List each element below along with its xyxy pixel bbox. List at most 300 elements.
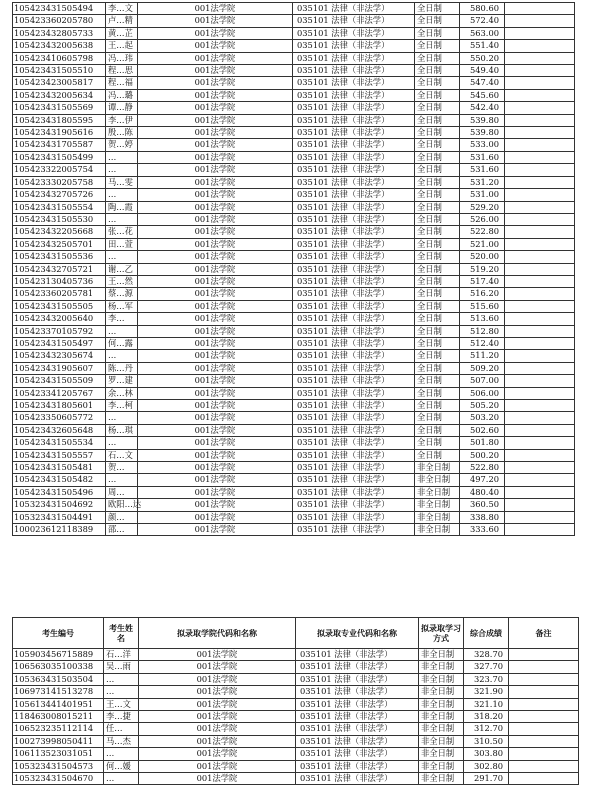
cell-study-mode: 全日制 — [415, 263, 460, 275]
cell-school: 001法学院 — [138, 139, 293, 151]
cell-student-name: 罗…建 — [106, 375, 138, 387]
cell-major: 035101 法律（非法学） — [296, 673, 419, 685]
cell-student-name: 王…文 — [104, 698, 139, 710]
cell-remarks — [505, 201, 575, 213]
cell-student-id: 105903456715889 — [13, 649, 104, 661]
cell-student-name: … — [106, 325, 138, 337]
cell-study-mode: 全日制 — [415, 3, 460, 15]
header-remarks: 备注 — [509, 618, 579, 649]
table-row — [13, 313, 575, 325]
cell-student-id: 105423431505497 — [13, 337, 106, 349]
cell-student-id: 105323431504491 — [13, 511, 106, 523]
cell-score: 502.60 — [460, 424, 505, 436]
cell-study-mode: 非全日制 — [419, 748, 464, 760]
cell-remarks — [505, 275, 575, 287]
cell-score: 497.20 — [460, 474, 505, 486]
cell-remarks — [505, 77, 575, 89]
cell-student-name: 陈…丹 — [106, 362, 138, 374]
cell-student-id: 105423431505536 — [13, 251, 106, 263]
cell-major: 035101 法律（非法学） — [293, 3, 415, 15]
cell-student-name: 何…露 — [106, 337, 138, 349]
cell-remarks — [505, 164, 575, 176]
cell-student-id: 105423431505534 — [13, 437, 106, 449]
cell-school: 001法学院 — [139, 748, 296, 760]
cell-major: 035101 法律（非法学） — [293, 449, 415, 461]
table-row — [13, 189, 575, 201]
cell-school: 001法学院 — [138, 449, 293, 461]
cell-student-id: 105423431805595 — [13, 114, 106, 126]
cell-school: 001法学院 — [138, 337, 293, 349]
cell-study-mode: 全日制 — [415, 362, 460, 374]
cell-remarks — [505, 362, 575, 374]
cell-school: 001法学院 — [138, 213, 293, 225]
cell-remarks — [505, 65, 575, 77]
cell-school: 001法学院 — [138, 27, 293, 39]
cell-school: 001法学院 — [139, 735, 296, 747]
table-row — [13, 686, 579, 698]
cell-student-id: 105423330205758 — [13, 176, 106, 188]
table-row — [13, 437, 575, 449]
cell-student-name: 马…杰 — [104, 735, 139, 747]
cell-remarks — [505, 412, 575, 424]
cell-school: 001法学院 — [138, 251, 293, 263]
cell-remarks — [505, 27, 575, 39]
cell-student-id: 100273998050411 — [13, 735, 104, 747]
cell-score: 512.40 — [460, 337, 505, 349]
cell-student-id: 106563035100338 — [13, 661, 104, 673]
cell-major: 035101 法律（非法学） — [293, 52, 415, 64]
header-score: 综合成绩 — [464, 618, 509, 649]
cell-student-name: 何…媛 — [104, 760, 139, 772]
cell-score: 515.60 — [460, 300, 505, 312]
cell-major: 035101 法律（非法学） — [293, 499, 415, 511]
cell-major: 035101 法律（非法学） — [293, 337, 415, 349]
cell-school: 001法学院 — [138, 263, 293, 275]
cell-remarks — [509, 649, 579, 661]
table-row — [13, 499, 575, 511]
table-row — [13, 449, 575, 461]
cell-student-id: 105423341205767 — [13, 387, 106, 399]
cell-student-id: 105423431505509 — [13, 375, 106, 387]
cell-study-mode: 全日制 — [415, 102, 460, 114]
cell-remarks — [509, 698, 579, 710]
cell-student-id: 105423431505557 — [13, 449, 106, 461]
table-row — [13, 524, 575, 536]
cell-score: 521.00 — [460, 238, 505, 250]
cell-school: 001法学院 — [138, 201, 293, 213]
cell-score: 303.80 — [464, 748, 509, 760]
cell-school: 001法学院 — [138, 462, 293, 474]
cell-score: 520.00 — [460, 251, 505, 263]
cell-school: 001法学院 — [138, 499, 293, 511]
cell-student-id: 105423432305674 — [13, 350, 106, 362]
cell-remarks — [505, 400, 575, 412]
cell-student-name: … — [104, 748, 139, 760]
cell-student-name: 李…柯 — [106, 400, 138, 412]
cell-remarks — [505, 263, 575, 275]
cell-major: 035101 法律（非法学） — [293, 102, 415, 114]
cell-student-name: 李… — [106, 313, 138, 325]
cell-study-mode: 全日制 — [415, 288, 460, 300]
cell-score: 513.60 — [460, 313, 505, 325]
cell-study-mode: 非全日制 — [419, 649, 464, 661]
cell-study-mode: 非全日制 — [419, 686, 464, 698]
cell-study-mode: 全日制 — [415, 437, 460, 449]
cell-major: 035101 法律（非法学） — [293, 325, 415, 337]
cell-student-name: 田…萱 — [106, 238, 138, 250]
cell-major: 035101 法律（非法学） — [293, 300, 415, 312]
cell-school: 001法学院 — [138, 350, 293, 362]
cell-student-id: 106523235112114 — [13, 723, 104, 735]
table-row — [13, 649, 579, 661]
cell-score: 572.40 — [460, 15, 505, 27]
cell-remarks — [505, 387, 575, 399]
table-row — [13, 375, 575, 387]
cell-remarks — [505, 350, 575, 362]
cell-remarks — [509, 711, 579, 723]
cell-school: 001法学院 — [138, 511, 293, 523]
table-row — [13, 52, 575, 64]
cell-student-id: 105423432005638 — [13, 40, 106, 52]
cell-student-name: 余…林 — [106, 387, 138, 399]
cell-student-id: 105323431504692 — [13, 499, 106, 511]
cell-remarks — [509, 760, 579, 772]
cell-remarks — [505, 288, 575, 300]
cell-school: 001法学院 — [138, 375, 293, 387]
cell-major: 035101 法律（非法学） — [296, 773, 419, 785]
cell-school: 001法学院 — [138, 65, 293, 77]
cell-major: 035101 法律（非法学） — [296, 649, 419, 661]
cell-major: 035101 法律（非法学） — [293, 40, 415, 52]
cell-major: 035101 法律（非法学） — [293, 275, 415, 287]
cell-remarks — [505, 89, 575, 101]
table-row — [13, 412, 575, 424]
table-row — [13, 474, 575, 486]
table-row — [13, 462, 575, 474]
cell-major: 035101 法律（非法学） — [293, 437, 415, 449]
table-row — [13, 27, 575, 39]
cell-score: 318.20 — [464, 711, 509, 723]
cell-student-name: 周… — [106, 486, 138, 498]
header-student-name: 考生姓名 — [104, 618, 139, 649]
cell-student-name: … — [106, 350, 138, 362]
cell-study-mode: 全日制 — [415, 89, 460, 101]
cell-score: 338.80 — [460, 511, 505, 523]
cell-study-mode: 非全日制 — [415, 486, 460, 498]
cell-major: 035101 法律（非法学） — [293, 387, 415, 399]
cell-remarks — [505, 251, 575, 263]
cell-score: 512.80 — [460, 325, 505, 337]
cell-study-mode: 全日制 — [415, 65, 460, 77]
cell-student-id: 105423130405736 — [13, 275, 106, 287]
cell-remarks — [505, 176, 575, 188]
table-row — [13, 251, 575, 263]
cell-remarks — [505, 127, 575, 139]
cell-student-name: 贺… — [106, 462, 138, 474]
cell-student-id: 100023612118389 — [13, 524, 106, 536]
cell-student-name: … — [106, 412, 138, 424]
cell-remarks — [505, 40, 575, 52]
cell-major: 035101 法律（非法学） — [293, 15, 415, 27]
cell-student-name: 程…思 — [106, 65, 138, 77]
table-row — [13, 151, 575, 163]
cell-student-id: 106113523031051 — [13, 748, 104, 760]
cell-school: 001法学院 — [138, 3, 293, 15]
cell-school: 001法学院 — [139, 760, 296, 772]
cell-student-id: 118463008015211 — [13, 711, 104, 723]
cell-study-mode: 全日制 — [415, 151, 460, 163]
cell-major: 035101 法律（非法学） — [296, 748, 419, 760]
cell-student-name: … — [106, 251, 138, 263]
cell-major: 035101 法律（非法学） — [296, 711, 419, 723]
cell-score: 531.60 — [460, 151, 505, 163]
cell-student-name: … — [106, 213, 138, 225]
cell-remarks — [505, 139, 575, 151]
cell-study-mode: 全日制 — [415, 313, 460, 325]
cell-major: 035101 法律（非法学） — [293, 89, 415, 101]
cell-major: 035101 法律（非法学） — [293, 201, 415, 213]
cell-remarks — [505, 325, 575, 337]
cell-student-name: 李…捷 — [104, 711, 139, 723]
cell-student-name: 殷…陈 — [106, 127, 138, 139]
table-row — [13, 127, 575, 139]
cell-score: 312.70 — [464, 723, 509, 735]
cell-major: 035101 法律（非法学） — [293, 313, 415, 325]
cell-major: 035101 法律（非法学） — [293, 251, 415, 263]
cell-remarks — [505, 524, 575, 536]
cell-major: 035101 法律（非法学） — [293, 462, 415, 474]
cell-student-id: 105323431504670 — [13, 773, 104, 785]
cell-score: 539.80 — [460, 127, 505, 139]
cell-student-id: 105423431905616 — [13, 127, 106, 139]
cell-major: 035101 法律（非法学） — [293, 511, 415, 523]
cell-score: 580.60 — [460, 3, 505, 15]
cell-remarks — [505, 511, 575, 523]
table-row — [13, 164, 575, 176]
cell-study-mode: 非全日制 — [419, 711, 464, 723]
cell-student-id: 105423431505482 — [13, 474, 106, 486]
cell-school: 001法学院 — [139, 649, 296, 661]
cell-study-mode: 全日制 — [415, 424, 460, 436]
cell-score: 526.00 — [460, 213, 505, 225]
cell-remarks — [509, 748, 579, 760]
cell-student-id: 105423431905607 — [13, 362, 106, 374]
table-row — [13, 300, 575, 312]
cell-score: 531.00 — [460, 189, 505, 201]
cell-student-id: 105423432805733 — [13, 27, 106, 39]
cell-major: 035101 法律（非法学） — [293, 524, 415, 536]
cell-remarks — [505, 375, 575, 387]
cell-study-mode: 非全日制 — [415, 499, 460, 511]
cell-major: 035101 法律（非法学） — [293, 77, 415, 89]
cell-student-name: 陶…霞 — [106, 201, 138, 213]
cell-major: 035101 法律（非法学） — [293, 164, 415, 176]
cell-score: 516.20 — [460, 288, 505, 300]
cell-school: 001法学院 — [138, 437, 293, 449]
cell-remarks — [505, 499, 575, 511]
cell-student-id: 105423432005640 — [13, 313, 106, 325]
table-row — [13, 387, 575, 399]
cell-student-id: 105423431505481 — [13, 462, 106, 474]
table-row — [13, 139, 575, 151]
cell-major: 035101 法律（非法学） — [296, 760, 419, 772]
table-row — [13, 362, 575, 374]
cell-student-name: 王…起 — [106, 40, 138, 52]
cell-school: 001法学院 — [138, 127, 293, 139]
cell-student-name: … — [104, 673, 139, 685]
cell-score: 507.00 — [460, 375, 505, 387]
table-row — [13, 201, 575, 213]
cell-student-id: 105423431505496 — [13, 486, 106, 498]
cell-student-name: 王…然 — [106, 275, 138, 287]
cell-student-name: … — [106, 189, 138, 201]
cell-major: 035101 法律（非法学） — [293, 213, 415, 225]
cell-score: 517.40 — [460, 275, 505, 287]
cell-remarks — [505, 449, 575, 461]
cell-school: 001法学院 — [138, 226, 293, 238]
cell-major: 035101 法律（非法学） — [296, 735, 419, 747]
table-row — [13, 486, 575, 498]
cell-major: 035101 法律（非法学） — [293, 263, 415, 275]
cell-major: 035101 法律（非法学） — [293, 127, 415, 139]
cell-remarks — [505, 238, 575, 250]
table-row — [13, 288, 575, 300]
admission-table-page-1 — [12, 2, 575, 536]
cell-student-id: 105613441401951 — [13, 698, 104, 710]
cell-study-mode: 全日制 — [415, 77, 460, 89]
cell-school: 001法学院 — [138, 300, 293, 312]
cell-score: 531.20 — [460, 176, 505, 188]
cell-study-mode: 全日制 — [415, 251, 460, 263]
cell-study-mode: 非全日制 — [419, 760, 464, 772]
cell-score: 321.10 — [464, 698, 509, 710]
table-row — [13, 65, 575, 77]
cell-school: 001法学院 — [138, 524, 293, 536]
cell-study-mode: 全日制 — [415, 337, 460, 349]
header-school: 拟录取学院代码和名称 — [139, 618, 296, 649]
cell-study-mode: 全日制 — [415, 213, 460, 225]
cell-school: 001法学院 — [139, 661, 296, 673]
cell-score: 323.70 — [464, 673, 509, 685]
cell-school: 001法学院 — [138, 238, 293, 250]
cell-major: 035101 法律（非法学） — [293, 27, 415, 39]
cell-study-mode: 全日制 — [415, 52, 460, 64]
cell-student-name: 欧阳…达 — [106, 499, 138, 511]
cell-student-name: … — [106, 437, 138, 449]
cell-score: 511.20 — [460, 350, 505, 362]
cell-study-mode: 非全日制 — [419, 673, 464, 685]
header-student-id: 考生编号 — [13, 618, 104, 649]
cell-study-mode: 全日制 — [415, 15, 460, 27]
cell-score: 533.00 — [460, 139, 505, 151]
cell-school: 001法学院 — [138, 362, 293, 374]
cell-school: 001法学院 — [138, 275, 293, 287]
table-row — [13, 226, 575, 238]
cell-student-id: 105363431503504 — [13, 673, 104, 685]
cell-student-id: 105423432705721 — [13, 263, 106, 275]
cell-major: 035101 法律（非法学） — [293, 474, 415, 486]
cell-school: 001法学院 — [138, 102, 293, 114]
table-row — [13, 114, 575, 126]
cell-remarks — [505, 300, 575, 312]
cell-score: 529.20 — [460, 201, 505, 213]
cell-score: 550.20 — [460, 52, 505, 64]
cell-student-name: 邵… — [106, 524, 138, 536]
table-row — [13, 661, 579, 673]
cell-school: 001法学院 — [138, 40, 293, 52]
cell-major: 035101 法律（非法学） — [293, 375, 415, 387]
cell-study-mode: 非全日制 — [419, 735, 464, 747]
table-row — [13, 238, 575, 250]
cell-score: 333.60 — [460, 524, 505, 536]
table-row — [13, 213, 575, 225]
cell-major: 035101 法律（非法学） — [296, 686, 419, 698]
cell-remarks — [505, 189, 575, 201]
cell-major: 035101 法律（非法学） — [293, 65, 415, 77]
table-row — [13, 698, 579, 710]
cell-study-mode: 全日制 — [415, 164, 460, 176]
cell-remarks — [509, 735, 579, 747]
cell-student-id: 105423360205780 — [13, 15, 106, 27]
cell-remarks — [505, 474, 575, 486]
cell-score: 522.80 — [460, 226, 505, 238]
cell-study-mode: 非全日制 — [415, 474, 460, 486]
cell-score: 539.80 — [460, 114, 505, 126]
cell-major: 035101 法律（非法学） — [293, 424, 415, 436]
cell-score: 542.40 — [460, 102, 505, 114]
cell-school: 001法学院 — [138, 474, 293, 486]
cell-student-id: 105423431505530 — [13, 213, 106, 225]
cell-student-id: 105423431705587 — [13, 139, 106, 151]
cell-student-name: 张…花 — [106, 226, 138, 238]
cell-student-id: 105423431805601 — [13, 400, 106, 412]
cell-remarks — [505, 337, 575, 349]
cell-student-name: … — [104, 686, 139, 698]
cell-major: 035101 法律（非法学） — [296, 723, 419, 735]
cell-remarks — [505, 114, 575, 126]
cell-study-mode: 非全日制 — [415, 511, 460, 523]
table-row — [13, 400, 575, 412]
cell-student-id: 105323431504573 — [13, 760, 104, 772]
cell-student-name: 李…文 — [106, 3, 138, 15]
cell-school: 001法学院 — [139, 711, 296, 723]
cell-student-id: 105423322005754 — [13, 164, 106, 176]
cell-remarks — [509, 723, 579, 735]
cell-student-id: 105423431505505 — [13, 300, 106, 312]
cell-school: 001法学院 — [138, 400, 293, 412]
cell-major: 035101 法律（非法学） — [293, 139, 415, 151]
cell-student-name: 石…文 — [106, 449, 138, 461]
cell-student-id: 105423432605648 — [13, 424, 106, 436]
table-row — [13, 350, 575, 362]
cell-study-mode: 全日制 — [415, 201, 460, 213]
cell-score: 503.20 — [460, 412, 505, 424]
cell-student-name: 谢…乙 — [106, 263, 138, 275]
cell-major: 035101 法律（非法学） — [293, 226, 415, 238]
cell-student-id: 105423370105792 — [13, 325, 106, 337]
cell-score: 321.90 — [464, 686, 509, 698]
cell-remarks — [505, 424, 575, 436]
cell-student-name: 杨…琪 — [106, 424, 138, 436]
cell-study-mode: 全日制 — [415, 139, 460, 151]
cell-student-id: 105423431505510 — [13, 65, 106, 77]
table-row — [13, 511, 575, 523]
cell-student-name: 程…福 — [106, 77, 138, 89]
cell-school: 001法学院 — [138, 424, 293, 436]
cell-student-id: 105423360205781 — [13, 288, 106, 300]
cell-score: 480.40 — [460, 486, 505, 498]
table-row — [13, 275, 575, 287]
